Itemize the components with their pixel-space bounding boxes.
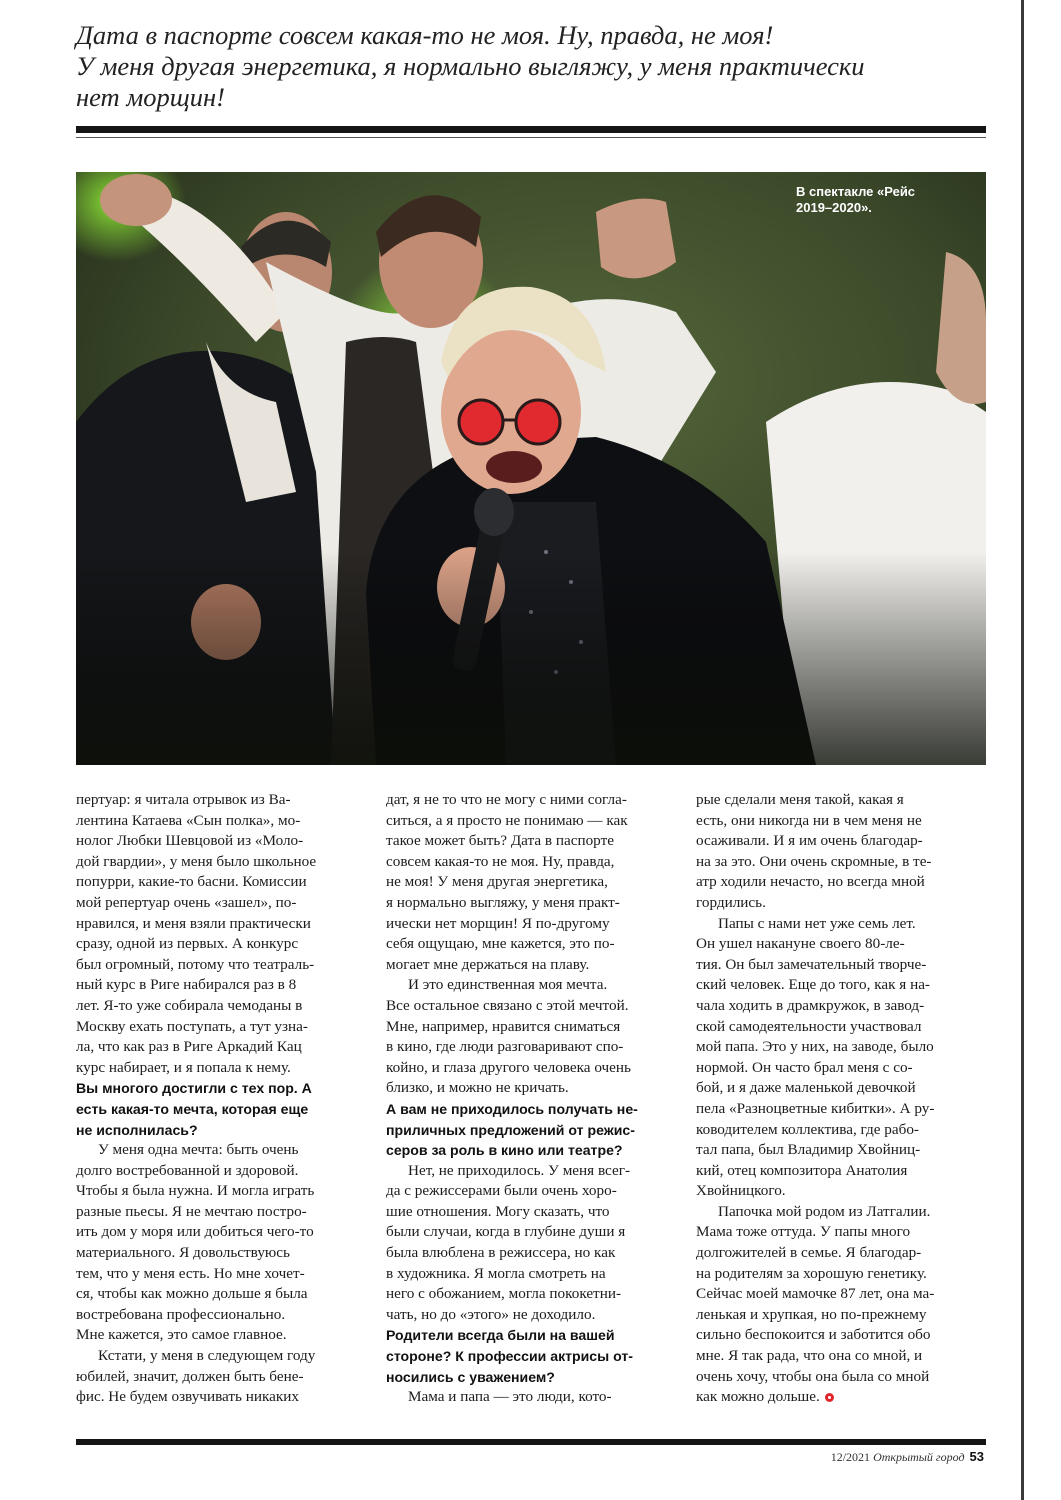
top-rule bbox=[76, 126, 986, 133]
article-text-line: не моя! У меня другая энергетика, bbox=[386, 873, 608, 891]
article-text-line: сильно беспокоится и заботится обо bbox=[696, 1326, 931, 1344]
article-text-line: в кино, где люди разговаривают спо- bbox=[386, 1038, 624, 1056]
article-text-line: есть, они никогда ни в чем меня не bbox=[696, 811, 922, 829]
article-text-line: на за это. Они очень скромные, в те- bbox=[696, 852, 932, 870]
pull-quote-line: Дата в паспорте совсем какая-то не моя. Ну, правда, не моя! bbox=[76, 20, 774, 50]
article-text-line: мой репертуар очень «зашел», по- bbox=[76, 893, 297, 911]
article-text-line: тал папа, был Владимир Хвойниц- bbox=[696, 1141, 921, 1159]
article-text-line: ский человек. Еще до того, как я на- bbox=[696, 976, 930, 994]
article-text-line: Он ушел накануне своего 80-ле- bbox=[696, 935, 905, 953]
article-text-line: тем, что у меня есть. Но мне хочет- bbox=[76, 1264, 305, 1282]
article-text-line: Чтобы я была нужна. И могла играть bbox=[76, 1182, 315, 1200]
article-text-line: юбилей, значит, должен быть бене- bbox=[76, 1367, 304, 1385]
interview-question-line: носились с уважением? bbox=[386, 1368, 555, 1385]
article-text-line: койно, и глаза другого человека очень bbox=[386, 1058, 631, 1076]
article-text-line: ководителем коллектива, где рабо- bbox=[696, 1120, 919, 1138]
article-text-line: ся, чтобы как можно дольше я была bbox=[76, 1285, 308, 1303]
article-text-line: на родителям за хорошую генетику. bbox=[696, 1264, 927, 1282]
article-text-line: гордились. bbox=[696, 893, 766, 911]
article-text-line: нолог Любки Шевцовой из «Моло- bbox=[76, 832, 304, 850]
article-text-line: долго востребованной и здоровой. bbox=[76, 1161, 299, 1179]
article-text-line: пертуар: я читала отрывок из Ва- bbox=[76, 791, 291, 808]
article-text-line: был огромный, потому что театраль- bbox=[76, 955, 315, 973]
article-text-line: нормой. Он часто брал меня с со- bbox=[696, 1058, 913, 1076]
article-text-line: как можно дольше. bbox=[696, 1387, 986, 1408]
pull-quote-line: нет морщин! bbox=[76, 82, 225, 112]
article-text-line: долгожителей в семье. Я благодар- bbox=[696, 1244, 922, 1262]
interview-question-line: приличных предложений от режис- bbox=[386, 1121, 635, 1138]
article-text-line: дат, я не то что не могу с ними согла- bbox=[386, 791, 627, 808]
article-text-line: материального. Я довольствуюсь bbox=[76, 1244, 290, 1262]
article-text-line: фис. Не будем озвучивать никаких bbox=[76, 1388, 299, 1406]
stage-photo bbox=[76, 172, 986, 765]
interview-question-line: Вы многого достигли с тех пор. А bbox=[76, 1080, 312, 1097]
article-text-line: попурри, какие-то басни. Комиссии bbox=[76, 873, 307, 891]
article-text-line: Все остальное связано с этой мечтой. bbox=[386, 996, 629, 1014]
article-text-line: рые сделали меня такой, какая я bbox=[696, 791, 904, 808]
article-text-line: Папы с нами нет уже семь лет. bbox=[718, 914, 916, 932]
article-text-line: осаживали. И я им очень благодар- bbox=[696, 832, 923, 850]
article-text-line: курс набирает, и я попала к нему. bbox=[76, 1058, 291, 1076]
article-text-line: чать, но до «этого» не доходило. bbox=[386, 1305, 596, 1323]
page-number: 53 bbox=[969, 1449, 984, 1464]
article-text-line: пела «Разноцветные кибитки». А ру- bbox=[696, 1099, 935, 1117]
interview-question-line: есть какая-то мечта, которая еще bbox=[76, 1100, 309, 1117]
article-text-line: Мама тоже оттуда. У папы много bbox=[696, 1223, 911, 1241]
article-text-line: нравился, и меня взяли практически bbox=[76, 914, 311, 932]
article-text-line: в художника. Я могла смотреть на bbox=[386, 1264, 606, 1282]
article-text-line: Папочка мой родом из Латгалии. bbox=[718, 1202, 931, 1220]
photo-caption-line: В спектакле «Рейс bbox=[796, 184, 916, 199]
article-text-line: востребована профессионально. bbox=[76, 1305, 286, 1323]
article-text-line: Кстати, у меня в следующем году bbox=[98, 1347, 316, 1365]
article-text-line: У меня одна мечта: быть очень bbox=[98, 1141, 299, 1159]
article-text-line: сразу, одной из первых. А конкурс bbox=[76, 935, 299, 953]
article-text-line: чала ходить в драмкружок, в завод- bbox=[696, 996, 925, 1014]
article-text-line: Москву ехать поступать, а тут узна- bbox=[76, 1017, 308, 1035]
article-text-line: лет. Я-то уже собирала чемоданы в bbox=[76, 996, 303, 1014]
article-text-line: лентина Катаева «Сын полка», мо- bbox=[76, 811, 301, 829]
interview-question-line: серов за роль в кино или театре? bbox=[386, 1142, 623, 1159]
article-text-line: ленькая и хрупкая, но по-прежнему bbox=[696, 1305, 927, 1323]
article-text-line: была влюблена в режиссера, но как bbox=[386, 1244, 616, 1262]
article-text-line: мне. Я так рада, что она со мной, и bbox=[696, 1347, 923, 1365]
article-text-line: Мне, например, нравится сниматься bbox=[386, 1017, 621, 1035]
article-text-line: себя ощущаю, мне кажется, это по- bbox=[386, 935, 615, 953]
end-of-article-icon bbox=[825, 1393, 834, 1402]
article-text-line: Мне кажется, это самое главное. bbox=[76, 1326, 287, 1344]
article-text-line: очень хочу, чтобы она была со мной bbox=[696, 1367, 930, 1385]
article-text-line: него с обожанием, могла пококетни- bbox=[386, 1285, 622, 1303]
article-text-line: разные пьесы. Я не мечтаю постро- bbox=[76, 1202, 307, 1220]
article-text-line: кий, отец композитора Анатолия bbox=[696, 1161, 908, 1179]
article-text-line: я нормально выгляжу, у меня практ- bbox=[386, 893, 620, 911]
article-text-line: близко, и можно не кричать. bbox=[386, 1079, 569, 1097]
magazine-name: Открытый город bbox=[873, 1450, 965, 1464]
article-text-line: ически нет морщин! Я по-другому bbox=[386, 914, 610, 932]
article-text-line: мой папа. Это у них, на заводе, было bbox=[696, 1038, 934, 1056]
stage-photo-illustration bbox=[76, 172, 986, 765]
page-footer bbox=[831, 1449, 984, 1465]
article-text-line: ской самодеятельности участвовал bbox=[696, 1017, 922, 1035]
top-thin-rule bbox=[76, 137, 986, 138]
pull-quote bbox=[76, 20, 991, 113]
article-column-3 bbox=[696, 790, 986, 1408]
article-text-line: Хвойницкого. bbox=[696, 1182, 786, 1200]
article-column-2 bbox=[386, 790, 676, 1408]
article-text-line: Сейчас моей мамочке 87 лет, она ма- bbox=[696, 1285, 935, 1303]
article-text-line: ить дом у моря или добиться чего-то bbox=[76, 1223, 314, 1241]
page-edge-line bbox=[1021, 0, 1024, 1500]
article-text-line: дой гвардии», у меня было школьное bbox=[76, 852, 317, 870]
photo-caption-line: 2019–2020». bbox=[796, 200, 872, 215]
article-text-line: ла, что как раз в Риге Аркадий Кац bbox=[76, 1038, 302, 1056]
article-column-1 bbox=[76, 790, 366, 1408]
article-text-line: ситься, а я просто не понимаю — как bbox=[386, 811, 628, 829]
article-text-line: такое может быть? Дата в паспорте bbox=[386, 832, 614, 850]
article-text-line: Мама и папа — это люди, кото- bbox=[408, 1388, 612, 1406]
bottom-rule bbox=[76, 1439, 986, 1445]
photo-caption bbox=[796, 184, 956, 216]
interview-question-line: не исполнилась? bbox=[76, 1121, 198, 1138]
article-text-line: да с режиссерами были очень хоро- bbox=[386, 1182, 617, 1200]
article-text-line: тия. Он был замечательный творче- bbox=[696, 955, 927, 973]
interview-question-line: А вам не приходилось получать не- bbox=[386, 1100, 638, 1117]
article-text-line: бой, и я даже маленькой девочкой bbox=[696, 1079, 916, 1097]
interview-question-line: Родители всегда были на вашей bbox=[386, 1327, 615, 1344]
issue-number: 12/2021 bbox=[830, 1450, 871, 1464]
interview-question-line: стороне? К профессии актрисы от- bbox=[386, 1348, 633, 1365]
article-text-line: ный курс в Риге набирался раз в 8 bbox=[76, 976, 297, 994]
article-text-line: И это единственная моя мечта. bbox=[408, 976, 608, 994]
article-text-line: могает мне держаться на плаву. bbox=[386, 955, 590, 973]
article-text-line: Нет, не приходилось. У меня всег- bbox=[408, 1161, 630, 1179]
pull-quote-line: У меня другая энергетика, я нормально выгляжу, у меня практически bbox=[76, 51, 865, 81]
article-text-line: шие отношения. Могу сказать, что bbox=[386, 1202, 610, 1220]
article-text-line: совсем какая-то не моя. Ну, правда, bbox=[386, 852, 615, 870]
article-text-line: атр ходили нечасто, но всегда мной bbox=[696, 873, 925, 891]
article-text-line: были случаи, когда в глубине души я bbox=[386, 1223, 626, 1241]
